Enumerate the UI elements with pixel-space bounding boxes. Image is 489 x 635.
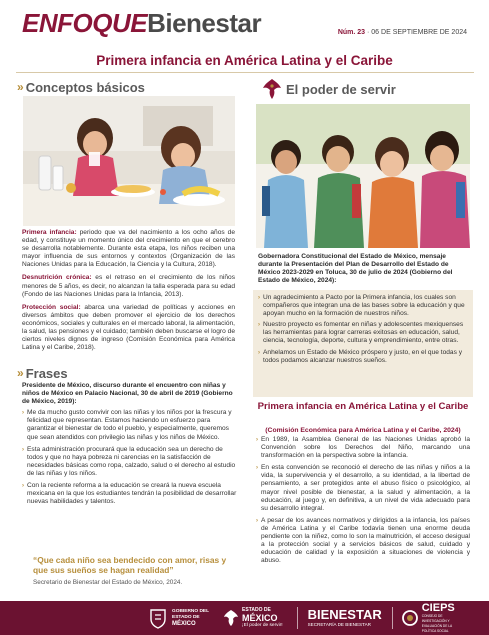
bullet-icon: ›: [22, 446, 24, 453]
bullet-icon: ›: [258, 322, 260, 329]
frases-text: [22, 382, 237, 510]
highlight-box: [253, 290, 473, 397]
coat-of-arms-icon: [148, 607, 168, 629]
concepts-text: [22, 229, 235, 357]
cieps-logo: CIEPS CONSEJO DE INVESTIGACIÓN Y EVALUACIÓN DE LA POLÍTICA SOCIAL: [401, 603, 466, 634]
brand-word-1: ENFOQUE: [22, 8, 148, 38]
primera-infancia-text: [256, 436, 470, 569]
list-item: › En esta convención se reconoció el derecho de las niñas y niños a la vida, la supervivencia y el desarrollo, a su identidad, a la libertad de pensamiento, a ser protegidos ante el abuso físico o psicológico, al mayor nivel posible de bienestar, a la salud y alimentación, a la educación, al juego y, en definitiva, a un nivel de vida adecuado para su desarrollo integral.: [256, 464, 470, 512]
footer-divider: [297, 607, 298, 629]
children-group-photo: [256, 104, 470, 248]
concept-desnutricion: Desnutrición crónica: es el retraso en el crecimiento de los niños menores de 5 años, es decir, no alcanzan la talla esperada para su edad (Fondo de las Naciones Unidas para la Infancia, 2013).: [22, 274, 235, 298]
list-item: › Esta administración procurará que la educación sea un derecho de todos y que no haya pobreza ni carencias en la satisfacción de necesidades básicas como ropa, calzado, salud o el derecho al estudio de las niñas y los niños.: [22, 445, 236, 477]
brand-logo: [22, 8, 261, 39]
cieps-mark-icon: [401, 609, 419, 627]
frases-lead: Presidente de México, discurso durante el encuentro con niñas y niños de México en Palacio Nacional, 30 de abril de 2019 (Gobierno de México, 2019):: [22, 382, 233, 406]
concept-proteccion-social: Protección social: abarca una variedad de políticas y acciones en diversos ámbitos que deben promover el ejercicio de los derechos económicos, sociales y culturales en el mercado laboral, la alimentación, la salud, las pensiones y el cuidado; también deben buscarse el logro de ciertos niveles dignos de ingreso (Comisión Económica para América Latina y el Caribe, 2018).: [22, 303, 235, 352]
estado-mexico-logo: ESTADO DE MÉXICO ¡El poder de servir!: [223, 607, 283, 629]
section-conceptos-head: [17, 78, 237, 96]
eagle-logo-icon: [223, 609, 239, 627]
list-item: › En 1989, la Asamblea General de las Naciones Unidas aprobó la Convención sobre los Derechos del Niño, marcando una transformación en la perspectiva sobre la infancia.: [256, 436, 470, 460]
issue-number: Núm. 23: [337, 29, 366, 36]
footer-divider: [392, 607, 393, 629]
quote-mark-icon: ”: [169, 564, 174, 575]
issue-date: · 06 DE SEPTIEMBRE DE 2024: [367, 29, 467, 36]
bullet-icon: ›: [22, 410, 24, 417]
brand-word-2: Bienestar: [147, 8, 262, 38]
concept-primera-infancia: Primera infancia: periodo que va del nacimiento a los ocho años de edad, y constituye un momento único del crecimiento en que el cerebro se desarrolla notablemente. Durante esta etapa, los niños reciben una mayor influencia de sus entornos y contextos (Organización de las Naciones Unidas para la Educación, la Ciencia y la Cultura, 2018).: [22, 229, 235, 269]
section-frases-head: [17, 364, 68, 382]
quote-source: Secretario de Bienestar del Estado de México, 2024.: [33, 579, 183, 586]
bullet-icon: ›: [256, 465, 258, 472]
list-item: › Con la reciente reforma a la educación se creará la nueva escuela mexicana en la que los estudiantes tendrán la posibilidad de desarrollar nuevas habilidades y talentos.: [22, 482, 237, 506]
chevron-right-icon: »: [17, 366, 24, 380]
header: [0, 0, 489, 44]
footer-bar: [0, 601, 489, 635]
bullet-icon: ›: [256, 517, 258, 524]
bullet-icon: ›: [258, 349, 260, 356]
section-title-conceptos: Conceptos básicos: [25, 79, 145, 95]
eagle-emblem-icon: [262, 78, 282, 100]
highlight-quote: “Que cada niño sea bendecido con amor, risas y que sus sueños se hagan realidad”: [33, 555, 227, 575]
photo-caption: Gobernadora Constitucional del Estado de México, mensaje durante la Presentación del Plan de Desarrollo del Estado de México 2023-2029 en Toluca, 30 de julio de 2024 (Gobierno del Estado de México, 2024):: [258, 253, 453, 285]
bullet-icon: ›: [258, 295, 260, 301]
list-item: › Anhelamos un Estado de México próspero y justo, en el que todas y todos podamos alcanzar nuestros sueños.: [258, 348, 463, 364]
list-item: › Nuestro proyecto es fomentar en niñas y adolescentes mexiquenses las herramientas para lograr carreras exitosas en educación, salud, ciencia, tecnología, deporte, cultura y emprendimiento, entre otras.: [258, 321, 464, 345]
section-poder-head: [262, 78, 396, 100]
quote-mark-icon: “: [33, 555, 38, 565]
gobierno-logo: GOBIERNO DEL ESTADO DE MÉXICO: [148, 607, 209, 629]
bienestar-logo: BIENESTAR SECRETARÍA DE BIENESTAR: [307, 607, 382, 627]
issue-info: [338, 29, 467, 36]
bullet-icon: ›: [22, 483, 24, 490]
list-item: › Un agradecimiento a Pacto por la Primera infancia, los cuales son compañeros que integran una de las bases sobre la educación y que apoyan mucho en la formación de nuestros niños.: [258, 294, 465, 318]
section-title-primera-infancia: Primera infancia en América Latina y el Caribe: [257, 401, 469, 412]
children-eating-photo: [23, 96, 235, 226]
section-source: (Comisión Económica para América Latina y el Caribe, 2024): [265, 427, 461, 434]
section-title-frases: Frases: [25, 365, 68, 381]
title-divider: [16, 72, 474, 73]
page-title: Primera infancia en América Latina y el Caribe: [96, 53, 393, 68]
list-item: › A pesar de los avances normativos y dirigidos a la infancia, los países de América Latina y el Caribe todavía tienen una enorme deuda pendiente con la niñez, como lo son la malnutrición, el acceso desigual a la protección social y a servicios básicos de salud, cuidado y educación de calidad y la exposición a situaciones de violencia y abuso.: [256, 516, 470, 565]
chevron-right-icon: »: [17, 80, 24, 94]
list-item: › Me da mucho gusto convivir con las niñas y los niños por la frescura y felicidad que representan. Estamos haciendo un esfuerzo para garantizar el bienestar de todo el pueblo, y especialmente, queremos que sean atendidos con privilegio las niñas y los niños de México.: [22, 409, 232, 441]
bullet-icon: ›: [256, 437, 258, 443]
section-title-poder: El poder de servir: [286, 81, 396, 97]
